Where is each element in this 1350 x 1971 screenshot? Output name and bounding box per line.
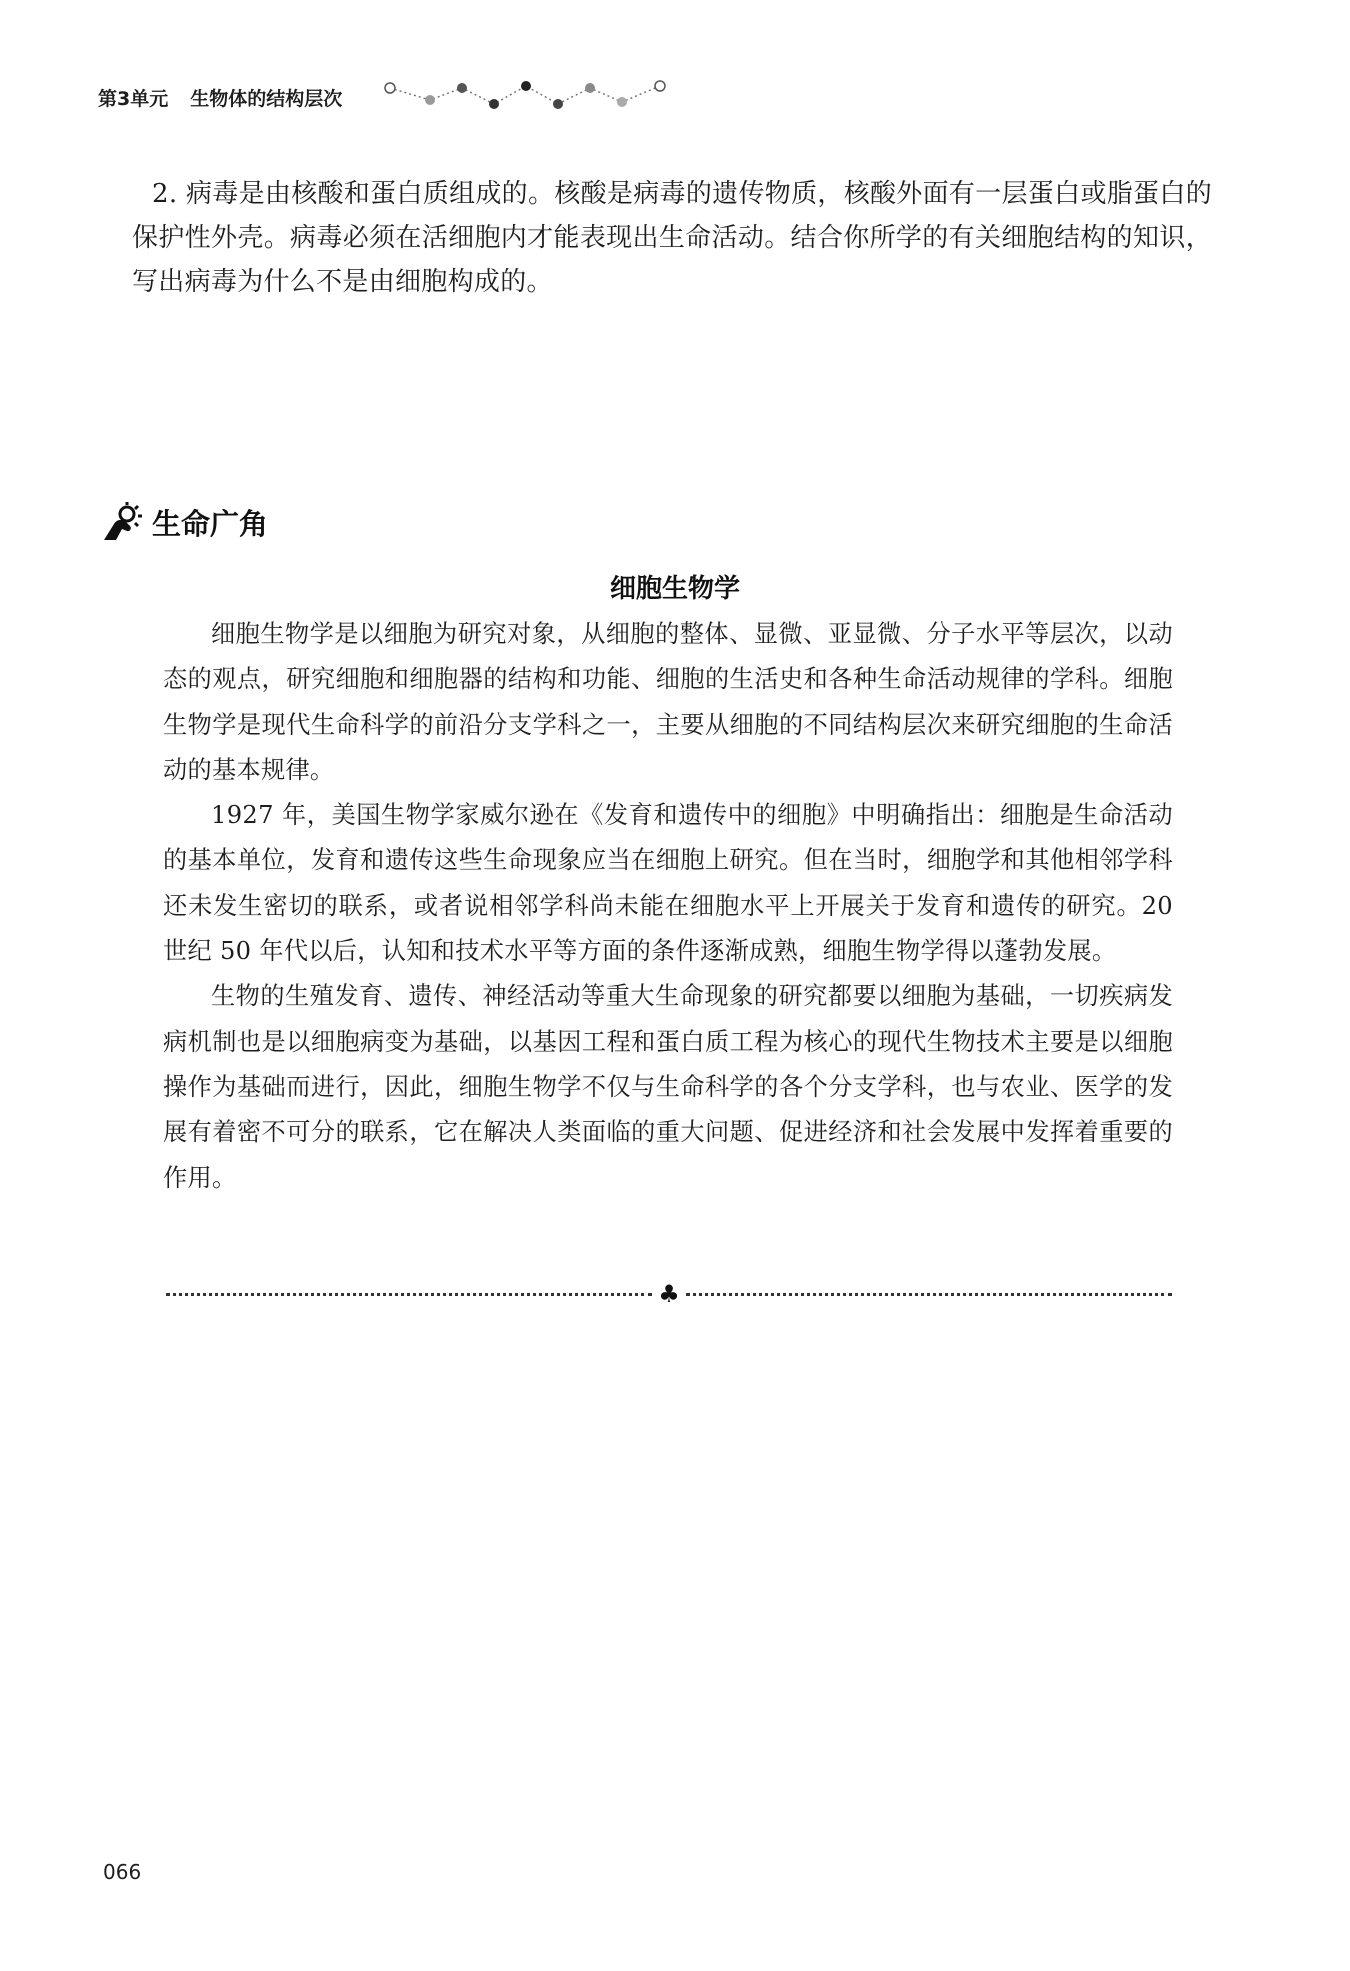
article-paragraph: 细胞生物学是以细胞为研究对象，从细胞的整体、显微、亚显微、分子水平等层次，以动态的观点，研究细胞和细胞器的结构和功能、细胞的生活史和各种生命活动规律的学科。细胞生物学是现代生命科学的前沿分支学科之一，主要从细胞的不同结构层次来研究细胞的生命活动的基本规律。 [163, 620, 1173, 784]
article-paragraph: 生物的生殖发育、遗传、神经活动等重大生命现象的研究都要以细胞为基础，一切疾病发病机制也是以细胞病变为基础，以基因工程和蛋白质工程为核心的现代生物技术主要是以细胞操作为基础而进行，因此，细胞生物学不仅与生命科学的各个分支学科，也与农业、医学的发展有着密不可分的联系，它在解决人类面临的重大问题、促进经济和社会发展中发挥着重要的作用。 [163, 982, 1173, 1192]
section-heading [100, 500, 268, 544]
bead-ornament-icon [382, 74, 672, 114]
page-number: 066 [103, 1860, 142, 1884]
article-body [163, 612, 1173, 1201]
article-title: 细胞生物学 [609, 574, 740, 604]
divider-dots-right [686, 1293, 1172, 1296]
section-label: 生命广角 [152, 506, 269, 541]
unit-label: 第3单元 [98, 88, 169, 110]
unit-title: 生物体的结构层次 [190, 88, 343, 110]
running-header [98, 84, 342, 111]
section-divider [166, 1282, 1172, 1306]
club-icon: ♣ [658, 1280, 680, 1308]
divider-dots-left [166, 1293, 652, 1296]
question-2: 2. 病毒是由核酸和蛋白质组成的。核酸是病毒的遗传物质，核酸外面有一层蛋白或脂蛋白的保护性外壳。病毒必须在活细胞内才能表现出生命活动。结合你所学的有关细胞结构的知识，写出病毒为什么不是由细胞构成的。 [132, 179, 1212, 297]
idea-hand-icon [100, 500, 146, 544]
article-paragraph: 1927 年，美国生物学家威尔逊在《发育和遗传中的细胞》中明确指出：细胞是生命活动的基本单位，发育和遗传这些生命现象应当在细胞上研究。但在当时，细胞学和其他相邻学科还未发生密切的联系，或者说相邻学科尚未能在细胞水平上开展关于发育和遗传的研究。20 世纪 50 年代以后，认知和技术水平等方面的条件逐渐成熟，细胞生物学得以蓬勃发展。 [163, 801, 1173, 966]
